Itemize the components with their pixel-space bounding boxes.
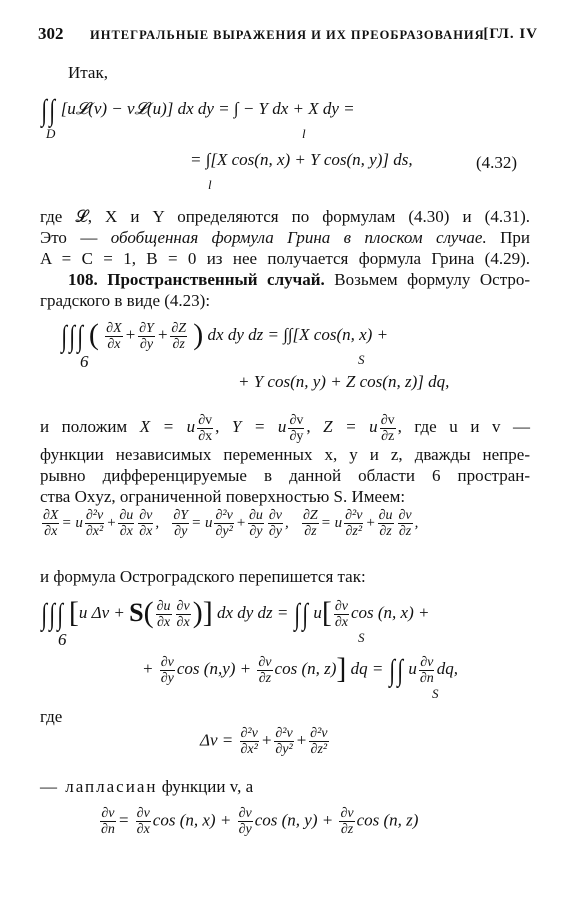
chapter-label: [ГЛ. IV	[483, 26, 538, 42]
paragraph-2: и положим X = u $\frac{\partial v}{\partial x}$ , Y = u $\frac{\partial v}{\partial y}$ , Z = u $\frac{\partial v}{\partial z}$ , где u и v — функции независимых переменных x, y и z, дважды непре- рывно дифференцируемые в данной области 6 простран- ства Oxyz, ограниченной поверхностью S. Имеем:	[40, 412, 531, 506]
eq2-sub-s: S	[358, 352, 365, 367]
running-title: ИНТЕГРАЛЬНЫЕ ВЫРАЖЕНИЯ И ИХ ПРЕОБРАЗОВАНИЯ	[90, 28, 485, 42]
paragraph-3: и формула Остроградского перепишется так:	[40, 567, 366, 586]
section-108: 108. Пространственный случай. Возьмем формулу Остро- градского в виде (4.23):	[40, 270, 530, 310]
eq1-sub-l: l	[302, 126, 306, 141]
equation-4-32-line2: = ∫[X cos(n, x) + Y cos(n, y)] ds,	[190, 150, 413, 169]
section-title: 108. Пространственный случай.	[68, 270, 325, 289]
eq4-sub-region: 6	[58, 630, 67, 649]
derivative-equations: $\frac{\partial X}{\partial x}$ = u $\frac{\text{∂²v}}{\text{∂x²}}$ + $\frac{\partial u}{\partial x}$ $\frac{\partial v}{\partial x}$ , $\frac{\partial Y}{\partial y}$ = u $\frac{\text{∂²v}}{\text{∂y²}}$ + $\frac{\partial u}{\partial y}$ $\frac{\partial v}{\partial y}$ , $\frac{\partial Z}{\partial z}$ = u $\frac{\text{∂²v}}{\text{∂z²}}$ + $\frac{\partial u}{\partial z}$ $\frac{\partial v}{\partial z}$ ,	[43, 508, 419, 539]
laplacian-caption: — лапласиан функции v, а	[40, 777, 254, 796]
paragraph-1: где 𝓛, X и Y определяются по формулам (4.30) и (4.31). Это — обобщенная формула Грина в плоском случае. При A = C = 1, B = 0 из нее получается формула Грина (4.29).	[40, 207, 531, 268]
eq1-sub-l2: l	[208, 177, 212, 192]
equation-4-32-line1: ∫∫ [u𝓛(v) − v𝓛(u)] dx dy = ∫ − Y dx + X dy =	[41, 94, 355, 127]
eq2-sub-region: 6	[80, 352, 89, 371]
laplacian-equation: Δv = $\frac{\text{∂²v}}{\text{∂x²}}$ + $\frac{\text{∂²v}}{\text{∂y²}}$ + $\frac{\text{∂²v}}{\text{∂z²}}$	[200, 726, 328, 757]
normal-derivative-equation: $\frac{\partial v}{\partial n}$ = $\frac{\partial v}{\partial x}$ cos (n, x) + $\frac{\partial v}{\partial y}$ cos (n, y) + $\frac{\partial v}{\partial z}$ cos (n, z)	[101, 806, 419, 837]
eq4-sub-s2: S	[432, 686, 439, 701]
rewritten-equation-line1: ∫∫∫ [u Δv + S( $\frac{\partial u}{\partial x}$ $\frac{\partial v}{\partial x}$ )] dx dy dz = ∫∫ u[ $\frac{\partial v}{\partial x}$ cos (n, x) +	[41, 596, 430, 631]
ostrogradsky-equation-line1: ∫∫∫ ( $\frac{\partial X}{\partial x}$ + $\frac{\partial Y}{\partial y}$ + $\frac{\partial Z}{\partial z}$ ) dx dy dz = ∫∫[X cos(n, x) +	[61, 318, 389, 353]
eq4-sub-s: S	[358, 630, 365, 645]
gde-text: где	[40, 707, 63, 726]
generalized-green-phrase: обобщенная формула Грина в плоском случае.	[110, 228, 487, 247]
page-header	[38, 24, 538, 46]
page-number: 302	[38, 24, 64, 43]
rewritten-equation-line2: + $\frac{\partial v}{\partial y}$ cos (n,y) + $\frac{\partial v}{\partial z}$ cos (n, z)] dq = ∫∫ u $\frac{\partial v}{\partial n}$ dq,	[142, 652, 458, 687]
itak-text: Итак,	[68, 63, 108, 82]
equation-number-4-32: (4.32)	[476, 153, 518, 172]
eq1-sub-d: D	[46, 126, 56, 141]
ostrogradsky-equation-line2: + Y cos(n, y) + Z cos(n, z)] dq,	[238, 372, 450, 391]
